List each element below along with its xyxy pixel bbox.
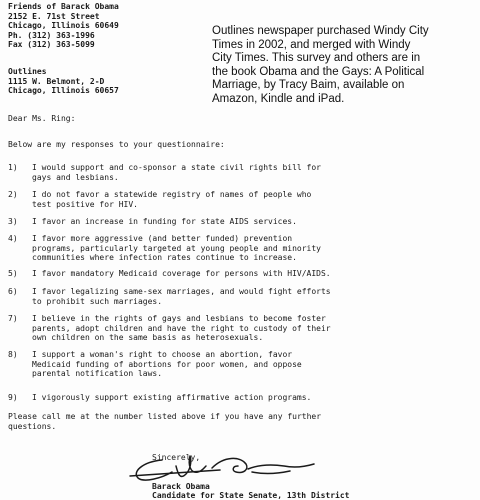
item-text: I favor legalizing same-sex marriages, and would fight efforts [32,287,331,296]
response-item-6 [8,287,331,306]
intro-text: Below are my responses to your questionnaire: [8,140,225,149]
item-text: parental notification laws. [32,369,163,379]
sender-street: 2152 E. 71st Street [8,11,100,21]
item-text: test positive for HIV. [32,199,138,209]
response-item-7 [8,314,331,343]
item-text: I vigorously support existing affirmative action programs. [32,393,312,402]
response-item-9 [8,393,311,403]
response-item-5 [8,269,331,279]
recipient-name: Outlines [8,67,47,76]
note-line: Outlines newspaper purchased Windy City [212,25,429,37]
sign-off: Sincerely, [152,453,201,462]
closing-line: Please call me at the number listed above if you have any further [8,412,322,421]
item-text: I would support and co-sponsor a state civil rights bill for [32,163,321,172]
item-text: parents, adopt children and have the right to custody of their [32,323,331,333]
closing-line: questions. [8,421,57,431]
signer-title: Candidate for State Senate, 13th District [152,491,350,500]
item-number: 8) [8,350,18,359]
response-item-3 [8,217,297,227]
item-text: I favor an increase in funding for state AIDS services. [32,217,297,226]
signer-name: Barack Obama [152,482,210,491]
item-text: Medicaid funding of abortions for poor women, and oppose [32,359,302,369]
sender-phone: Ph. (312) 363-1996 [8,30,95,40]
item-text: to prohibit such marriages. [32,296,163,306]
item-text: communities where infection rates continue to increase. [32,253,297,263]
item-text: I favor more aggressive (and better funded) prevention [32,234,293,243]
recipient-address [8,67,119,96]
item-text: own children on the same basis as heterosexuals. [32,333,264,343]
sender-name: Friends of Barack Obama [8,2,119,11]
sender-fax: Fax (312) 363-5099 [8,40,95,50]
note-line: Amazon, Kindle and iPad. [212,92,345,105]
salutation: Dear Ms. Ring: [8,114,76,123]
note-line: City Times. This survey and others are in [212,52,421,65]
response-item-8 [8,350,302,379]
recipient-street: 1115 W. Belmont, 2-D [8,76,105,86]
item-number: 2) [8,190,18,199]
note-line: Times in 2002, and merged with Windy [212,38,411,51]
item-text: programs, particularly targeted at young people and minority [32,243,321,253]
editor-note [212,25,474,107]
response-item-1 [8,163,321,182]
item-number: 3) [8,217,18,226]
response-item-2 [8,190,311,209]
recipient-city: Chicago, Illinois 60657 [8,86,119,96]
item-number: 5) [8,269,18,278]
sender-city: Chicago, Illinois 60649 [8,21,119,31]
item-text: I support a woman's right to choose an abortion, favor [32,350,293,359]
item-text: I do not favor a statewide registry of names of people who [32,190,312,199]
item-number: 1) [8,163,18,172]
item-number: 4) [8,234,18,243]
sender-address [8,2,119,50]
item-number: 7) [8,314,18,323]
item-number: 6) [8,287,18,296]
note-line: Marriage, by Tracy Baim, available on [212,79,405,92]
note-line: the book Obama and the Gays: A Political [212,65,425,78]
item-text: gays and lesbians. [32,172,119,182]
response-item-4 [8,234,321,263]
item-text: I believe in the rights of gays and lesbians to become foster [32,314,326,323]
item-text: I favor mandatory Medicaid coverage for persons with HIV/AIDS. [32,269,331,278]
closing-paragraph [8,412,321,431]
item-number: 9) [8,393,18,402]
